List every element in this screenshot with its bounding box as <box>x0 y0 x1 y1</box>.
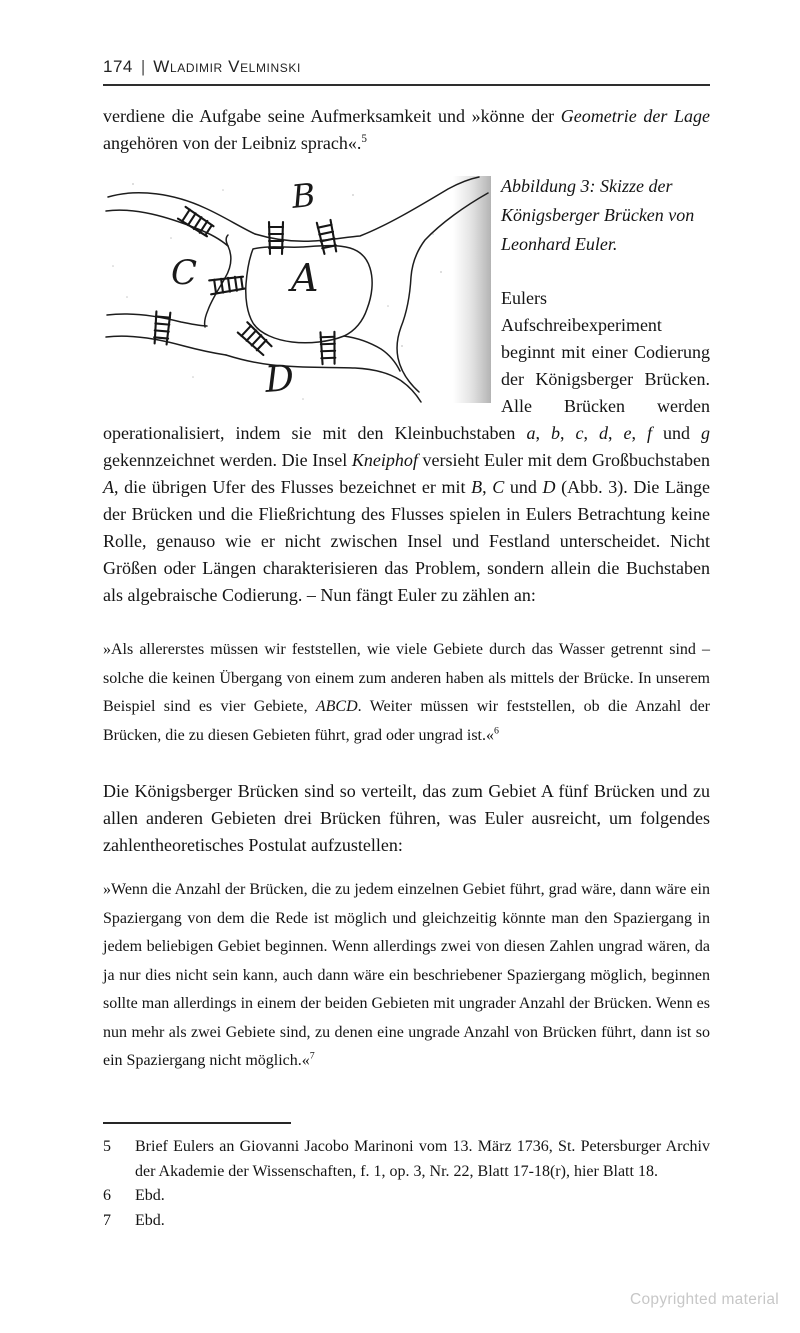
paragraph-verteilung: Die Königsberger Brücken sind so verteilt, das zum Gebiet A fünf Brücken und zu allen anderen Gebieten drei Brücken führen, was Euler ausreicht, um folgendes zahlentheoretisches Postulat aufzustellen: <box>103 781 710 855</box>
text-column <box>103 57 710 1104</box>
label-region-a: A <box>291 256 319 300</box>
footnote-separator <box>103 1122 291 1124</box>
footnote-text: Brief Eulers an Giovanni Jacobo Marinoni vom 13. März 1736, St. Petersburger Archiv der Akademie der Wissenschaften, f. 1, op. 3, Nr. 22, Blatt 17-18(r), hier Blatt 18. <box>135 1138 710 1180</box>
running-header <box>103 57 710 86</box>
bridge-c <box>317 220 337 254</box>
footnote-7 <box>103 1209 710 1234</box>
bridge-f <box>238 322 272 355</box>
footnote-6 <box>103 1184 710 1209</box>
header-divider: | <box>140 57 146 76</box>
footnotes-block <box>103 1122 710 1233</box>
label-region-b: B <box>289 176 318 216</box>
quote-postulat: »Wenn die Anzahl der Brücken, die zu jedem einzelnen Gebiet führt, grad wäre, dann wäre ein Spaziergang von dem die Rede ist möglich und gleichzeitig könnte man den Spaziergang in jedem beliebigen Gebiet beginnen. Wenn allerdings zwei von diesen Zahlen ungrad wären, da ja nur dies nicht sein kann, auch dann wäre ein beschriebener Spaziergang möglich, beginnen sollte man allerdings in einem der beiden Gebieten mit ungrader Anzahl der Brücken. Wenn es nun mehr als zwei Gebiete sind, zu denen eine ungrade Anzahl von Brücken führt, dann ist so ein Spaziergang nicht möglich.«$^7$ <box>103 881 710 1069</box>
label-region-c: C <box>171 253 198 293</box>
footnote-number: 5 <box>103 1138 111 1155</box>
copyright-watermark: Copyrighted material <box>629 1291 779 1308</box>
footnote-text: Ebd. <box>135 1187 165 1204</box>
bridge-d <box>209 276 245 295</box>
footnote-text: Ebd. <box>135 1211 165 1229</box>
figure-euler-sketch <box>103 176 491 403</box>
label-region-d: D <box>263 358 296 401</box>
footnote-number: 6 <box>103 1187 111 1204</box>
bridge-a <box>178 207 214 237</box>
page-number: 174 <box>103 57 133 76</box>
scan-artifact-band <box>453 176 491 403</box>
footnote-number: 7 <box>103 1211 111 1229</box>
koenigsberg-bridges-drawing <box>103 176 491 403</box>
bridge-g <box>320 332 335 364</box>
figure-caption: Abbildung 3: Skizze der Königsberger Brücken von Leonhard Euler. <box>501 176 695 254</box>
running-header-author: Wladimir Velminski <box>153 57 301 76</box>
footnote-5 <box>103 1135 710 1184</box>
paragraph-coding: Eulers Aufschreibexperiment beginnt mit einer Codierung der Königsberger Brücken. Alle Brücken werden operationalisiert, indem sie mit den Kleinbuchstaben a, b, c, d, e, f und g gekennzeichnet werden. Die Insel Kneiphof versieht Euler mit dem Großbuchstaben A, die übrigen Ufer des Flusses bezeichnet er mit B, C und D (Abb. 3). Die Länge der Brücken und die Fließrichtung des Flusses spielen in Eulers Betrachtung keine Rolle, genauso wie er nicht zwischen Insel und Festland unterscheidet. Nicht Größen oder Längen charakterisieren das Problem, sondern allein die Buchstaben als algebraische Codierung. – Nun fängt Euler zu zählen an: <box>103 288 711 605</box>
quote-gebiete: »Als allererstes müssen wir feststellen, wie viele Gebiete durch das Wasser getrennt sind – solche die keinen Übergang von einem zum anderen haben als mittels der Brücke. In unserem Beispiel sind es vier Gebiete, ABCD. Weiter müssen wir feststellen, ob die Anzahl der Brücken, die zu diesen Gebieten führt, grad oder ungrad ist.«$^6$ <box>103 641 710 744</box>
figure-section <box>103 172 710 636</box>
intro-paragraph: verdiene die Aufgabe seine Aufmerksamkeit und »könne der Geometrie der Lage angehören von der Leibniz sprach«.$^5$ <box>103 106 710 153</box>
